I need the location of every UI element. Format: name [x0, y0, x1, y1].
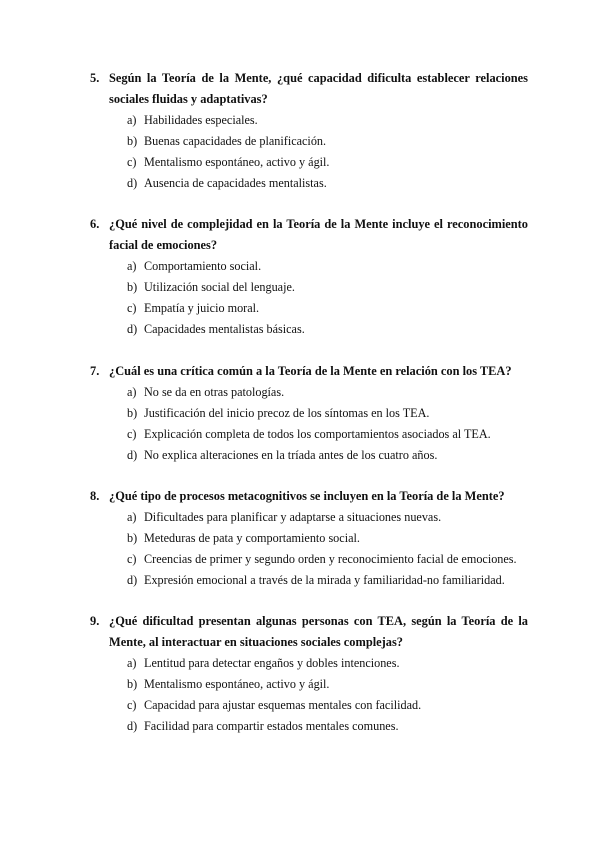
option-a: [90, 382, 528, 403]
option-text: Ausencia de capacidades mentalistas.: [144, 176, 327, 190]
option-text: Empatía y juicio moral.: [144, 301, 260, 315]
option-letter: a): [127, 259, 137, 273]
question-header: [90, 68, 528, 110]
option-letter: c): [127, 552, 137, 566]
option-c: [90, 424, 528, 445]
option-letter: d): [127, 176, 138, 190]
option-c: [90, 695, 528, 716]
option-text: Dificultades para planificar y adaptarse a situaciones nuevas.: [144, 510, 442, 524]
option-letter: b): [127, 280, 138, 294]
question-header: [90, 361, 528, 382]
option-text: No se da en otras patologías.: [144, 385, 285, 399]
option-list: [90, 110, 528, 194]
option-b: [90, 131, 528, 152]
option-text: Explicación completa de todos los comportamientos asociados al TEA.: [144, 427, 491, 441]
question-header: [90, 214, 528, 256]
option-list: [90, 382, 528, 466]
option-d: [90, 445, 528, 466]
question-text: Según la Teoría de la Mente, ¿qué capacidad dificulta establecer relaciones sociales fluidas y adaptativas?: [109, 71, 528, 106]
option-letter: b): [127, 677, 138, 691]
option-text: No explica alteraciones en la tríada antes de los cuatro años.: [144, 448, 438, 462]
question-7: [90, 361, 528, 466]
option-letter: a): [127, 113, 137, 127]
option-text: Lentitud para detectar engaños y dobles intenciones.: [144, 656, 400, 670]
option-c: [90, 298, 528, 319]
question-5: [90, 68, 528, 194]
option-text: Habilidades especiales.: [144, 113, 258, 127]
question-6: [90, 214, 528, 340]
option-letter: c): [127, 698, 137, 712]
option-list: [90, 256, 528, 340]
option-text: Buenas capacidades de planificación.: [144, 134, 327, 148]
option-list: [90, 653, 528, 737]
option-letter: d): [127, 322, 138, 336]
option-a: [90, 653, 528, 674]
option-letter: d): [127, 573, 138, 587]
option-letter: a): [127, 656, 137, 670]
question-8: [90, 486, 528, 591]
option-a: [90, 256, 528, 277]
option-letter: d): [127, 719, 138, 733]
option-letter: c): [127, 301, 137, 315]
option-b: [90, 277, 528, 298]
option-d: [90, 570, 528, 591]
option-letter: a): [127, 385, 137, 399]
option-text: Comportamiento social.: [144, 259, 262, 273]
question-text: ¿Qué tipo de procesos metacognitivos se incluyen en la Teoría de la Mente?: [109, 489, 505, 503]
option-c: [90, 549, 528, 570]
option-letter: c): [127, 427, 137, 441]
option-d: [90, 173, 528, 194]
option-letter: c): [127, 155, 137, 169]
option-text: Capacidad para ajustar esquemas mentales con facilidad.: [144, 698, 422, 712]
option-text: Facilidad para compartir estados mentales comunes.: [144, 719, 399, 733]
option-letter: b): [127, 531, 138, 545]
option-text: Mentalismo espontáneo, activo y ágil.: [144, 155, 330, 169]
option-d: [90, 716, 528, 737]
option-c: [90, 152, 528, 173]
option-b: [90, 403, 528, 424]
question-header: [90, 486, 528, 507]
question-number: 8.: [90, 489, 100, 503]
option-list: [90, 507, 528, 591]
option-letter: a): [127, 510, 137, 524]
option-text: Meteduras de pata y comportamiento social.: [144, 531, 360, 545]
option-letter: d): [127, 448, 138, 462]
option-a: [90, 507, 528, 528]
question-number: 7.: [90, 364, 100, 378]
question-header: [90, 611, 528, 653]
option-text: Utilización social del lenguaje.: [144, 280, 295, 294]
option-text: Creencias de primer y segundo orden y reconocimiento facial de emociones.: [144, 552, 517, 566]
question-text: ¿Qué nivel de complejidad en la Teoría de la Mente incluye el reconocimiento facial de emociones?: [109, 217, 528, 252]
option-letter: b): [127, 134, 138, 148]
option-text: Capacidades mentalistas básicas.: [144, 322, 305, 336]
question-text: ¿Qué dificultad presentan algunas personas con TEA, según la Teoría de la Mente, al interactuar en situaciones sociales complejas?: [109, 614, 528, 649]
option-text: Mentalismo espontáneo, activo y ágil.: [144, 677, 330, 691]
question-number: 9.: [90, 614, 100, 628]
question-9: [90, 611, 528, 737]
option-b: [90, 528, 528, 549]
option-a: [90, 110, 528, 131]
option-letter: b): [127, 406, 138, 420]
option-b: [90, 674, 528, 695]
option-text: Expresión emocional a través de la mirada y familiaridad-no familiaridad.: [144, 573, 505, 587]
option-text: Justificación del inicio precoz de los síntomas en los TEA.: [144, 406, 430, 420]
option-d: [90, 319, 528, 340]
question-number: 5.: [90, 71, 100, 85]
question-number: 6.: [90, 217, 100, 231]
question-text: ¿Cuál es una crítica común a la Teoría de la Mente en relación con los TEA?: [109, 364, 512, 378]
